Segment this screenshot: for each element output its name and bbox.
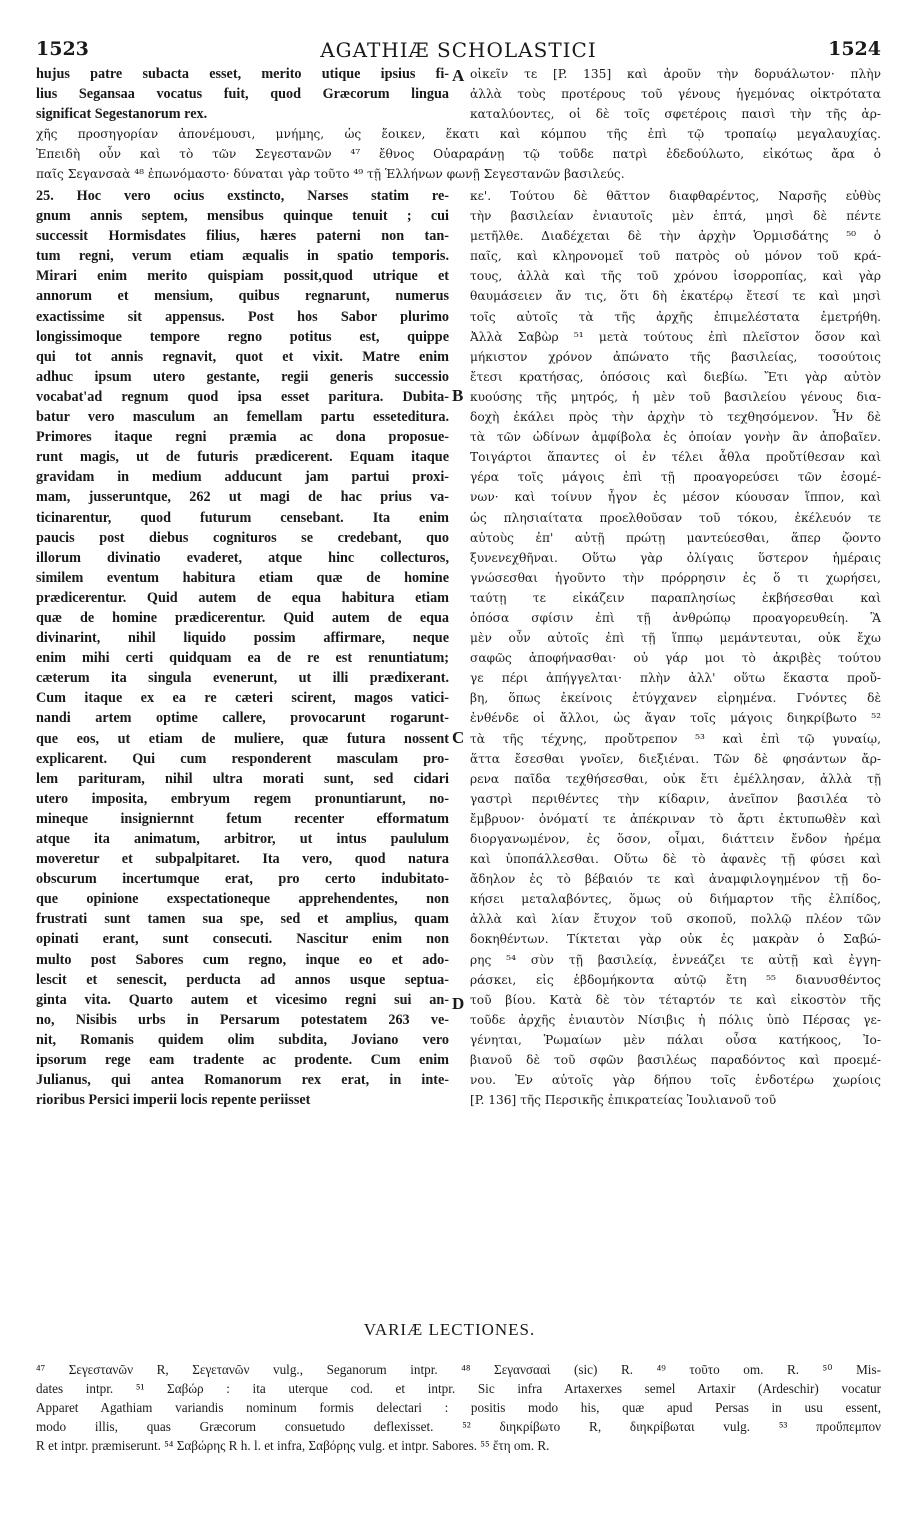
greek-line: κε'. Τούτου δὲ θᾶττον διαφθαρέντος, Ναρσῆς εὐθὺς: [470, 189, 881, 203]
greek-span-line: Ἐπειδὴ οὖν καὶ τὸ τῶν Σεγεστανῶν ⁴⁷ ἔθνος Οὐαραράνῃ τῷ τοῦδε πατρὶ ἐδεδούλωτο, εἰκότως ἄρα ὁ: [36, 147, 881, 162]
greek-main-column: [470, 186, 881, 1110]
greek-line: γένηται, Ῥωμαίων μὲν πάλαι οὖσα κατήκοος, Ἰο-: [470, 1032, 881, 1047]
latin-line: adhuc ipsum utero gestante, regii generis successio: [36, 368, 449, 385]
greek-line: γαστρὶ περιθέντες τὴν κίδαριν, ἀνεῖπον βασιλέα τὸ: [470, 791, 881, 806]
greek-line: αὐτοὺς ἐπ' αὐτῇ πρώτῃ μαντεύεσθαι, ἅπερ ᾤοντο: [470, 530, 881, 545]
latin-line: similem eventum habitura etiam quæ de homine: [36, 569, 449, 586]
greek-line: ἔμβρυον· ὀνόματί τε ἀπέκριναν τὸ ἄρτι ἐκτυπωθὲν καὶ: [470, 811, 881, 826]
latin-line: cæterum ita singula evenerunt, ut illi prædixerant.: [36, 670, 449, 687]
greek-line: οἰκεῖν τε [P. 135] καὶ ἀροῦν τὴν δορυάλωτον· πλὴν: [470, 67, 881, 81]
latin-line: que eos, ut etiam de muliere, quæ futura nossent: [36, 730, 449, 747]
greek-line: ἐνθένδε οἱ ἄλλοι, ὡς ἄγαν τοῖς μάγοις διηκρίβωτο ⁵²: [470, 711, 881, 726]
latin-line: moveretur et subpalpitaret. Ita vero, quod natura: [36, 851, 449, 868]
latin-line: atque ita animatum, arbitror, ut intus paululum: [36, 831, 449, 847]
latin-line: illorum divinatio evaderet, atque hinc collecturos,: [36, 549, 449, 566]
latin-line: utero imposita, embryum regem pronuntiarunt, no-: [36, 790, 449, 807]
greek-line: ράσκει, εἰς ἑβδομήκοντα αὐτῷ ἔτη ⁵⁵ διανυσθέντος: [470, 972, 881, 987]
greek-line: ὁπόσα σφίσιν ἐπὶ τῇ ἀνθρώπῳ προαγορευθείη. Ἃ: [470, 610, 881, 625]
greek-span-line: χῆς προσηγορίαν ἀπονέμουσι, μνήμης, ὡς ἔοικεν, ἕκατι καὶ κόμπου τῆς ἐπὶ τῷ τροπαίῳ μεγαλαυχίας.: [36, 127, 881, 141]
latin-line: prædicerentur. Quid autem de equa habitura etiam: [36, 589, 449, 606]
greek-line: καὶ ὑποπάλλεσθαι. Οὕτω δὲ τὸ ἀφανὲς τῇ φύσει καὶ: [470, 852, 881, 867]
latin-line: obscurum incertumque erat, pro certo indubitato-: [36, 871, 449, 888]
greek-line: [P. 136] τῆς Περσικῆς ἐπικρατείας Ἰουλιανοῦ τοῦ: [470, 1093, 777, 1108]
greek-line: βιανοῦ δὲ τοῦ σφῶν βασιλέως παραδόντος καὶ προεμέ-: [470, 1053, 881, 1068]
latin-line: Mirari enim merito quispiam possit,quod utrique et: [36, 268, 449, 285]
latin-line: Primores itaque regni præmia ac dona proposue-: [36, 429, 449, 446]
latin-line: gnum annis septem, mensibus quinque tenuit ; cui: [36, 208, 449, 225]
latin-line: vocabat'ad regnum quod ipsa esset paritura. Dubita-: [36, 388, 449, 405]
page-number-left: 1523: [36, 38, 89, 60]
greek-line: τοῖς αὐτοῖς τὰ τῆς ἀρχῆς ἐπιμελέστατα ἐμετρήθη.: [470, 309, 881, 324]
latin-line: divinarint, nihil liquido possim affirmare, neque: [36, 630, 449, 647]
latin-line: lem parituram, nihil ultra morati sunt, sed cidari: [36, 770, 449, 787]
latin-line: Cum itaque ex ea re cæteri scirent, magos vatici-: [36, 690, 449, 707]
greek-line: δοκηθέντων. Τίκτεται γὰρ οὐκ ἐς μακρὰν ὁ Σαβώ-: [470, 932, 881, 947]
greek-line: δοχὴ ἐκάλει πρὸς τὴν ἀρχὴν τὸ τεχθησόμενον. Ἦν δὲ: [470, 410, 881, 425]
latin-line: explicarent. Qui cum responderent masculam pro-: [36, 750, 449, 767]
greek-top-block: [470, 64, 881, 124]
latin-top-block: [36, 64, 449, 124]
margin-marker-a: A: [452, 66, 465, 85]
greek-line: ρης ⁵⁴ σὺν τῇ βασιλείᾳ, ἐννεάζει τε αὐτῇ καὶ ἐγγη-: [470, 952, 881, 967]
greek-line: τὴν βασιλείαν ἐνιαυτοῖς μὲν ἑπτά, μησὶ δὲ πέντε: [470, 209, 881, 224]
latin-line: significat Segestanorum rex.: [36, 106, 208, 123]
greek-line: ταύτῃ τε εἰκάζειν παραπλησίως ἐκβήσεσθαι καὶ: [470, 590, 881, 605]
greek-line: διοργανωμένον, ἐς ὅσον, οἶμαι, διάττειν ἔνδον ἠρέμα: [470, 832, 881, 846]
latin-line: nandi artem optime callere, provocarunt rogarunt-: [36, 710, 449, 727]
latin-line: 25. Hoc vero ocius exstincto, Narses statim re-: [36, 188, 449, 204]
greek-line: ἀλλὰ καὶ λίαν ἔτυχον τοῦ σκοποῦ, πολλῷ πλέον τῶν: [470, 912, 881, 927]
greek-line: ἅττα ἔσεσθαι γνοῖεν, διεξιέναι. Τῶν δὲ φησάντων ἄρ-: [470, 751, 881, 766]
latin-line: nit, Romanis quidem olim subdita, Joviano vero: [36, 1031, 449, 1048]
footnote-line: ⁴⁷ Σεγεστανῶν R, Σεγετανῶν vulg., Seganorum intpr. ⁴⁸ Σεγανσααὶ (sic) R. ⁴⁹ τοῦτο om. R. ⁵⁰ Mis-: [36, 1362, 881, 1377]
margin-marker-d: D: [452, 994, 465, 1013]
latin-line: ginta vita. Quarto autem et vicesimo regni sui an-: [36, 991, 449, 1008]
greek-line: ὡς πλησιαίτατα προελθοῦσαν τοῦ τόκου, ἐκέλευόν τε: [470, 510, 881, 525]
greek-line: ἄδηλον ἐς τὸ βέβαιόν τε καὶ ἀναμφιλογημένον τῇ δο-: [470, 872, 881, 887]
latin-line: Julianus, qui antea Romanorum rex erat, in inte-: [36, 1072, 449, 1089]
latin-line: ticinarentur, quod futurum censebant. Ita enim: [36, 509, 449, 526]
greek-line: νων· καὶ τοίνυν ἦγον ἐς μέσον κύουσαν ἵππον, καὶ: [470, 490, 881, 505]
latin-line: paucis post diebus cogn​ituros se credebant, quo: [36, 529, 449, 546]
footnotes: [36, 1360, 881, 1455]
latin-line: qui tot annis regnavit, quot et vixit. Matre enim: [36, 348, 449, 365]
greek-line: τὰ τῆς τέχνης, προὔτρεπον ⁵³ καὶ ἐπὶ τῷ γυναίῳ,: [470, 731, 881, 746]
latin-line: enim mihi certi quidquam ea de re est renuntiatum;: [36, 650, 449, 667]
latin-line: lius Segansaa vocatus fuit, quod Græcorum lingua: [36, 86, 449, 103]
latin-line: mineque insigniernnt fetum recenter efformatum: [36, 810, 449, 827]
greek-line: Ἀλλὰ Σαβὼρ ⁵¹ μετὰ τούτους ἐπὶ πλεῖστον ὅσον καὶ: [470, 329, 881, 344]
latin-line: rioribus Persici imperii locis repente periisset: [36, 1092, 311, 1109]
greek-line: ρενα παῖδα τεχθήσεσθαι, οὐκ ἔτι ἐμέλλησαν, ἀλλὰ τῇ: [470, 771, 881, 786]
greek-line: βη, ὅπως ἐκείνοις ἐτύγχανεν εἰρημένα. Γνόντες δὲ: [470, 691, 881, 706]
latin-line: no, Nisibis urbs in Persarum potestatem 263 ve-: [36, 1011, 449, 1028]
variae-lectiones-title: VARIÆ LECTIONES.: [363, 1320, 536, 1339]
greek-line: σαφῶς ἀποφήνασθαι· οὐ γάρ μοι τὸ ἀκριβὲς τούτου: [470, 651, 881, 666]
footnote-line: R et intpr. præmiserunt. ⁵⁴ Σαβώρης R h. l. et infra, Σαβόρης vulg. et intpr. Sabores. ⁵⁵ ἔτη om. R.: [36, 1438, 550, 1453]
latin-line: exactissime sit appensus. Post hos Sabor plurimo: [36, 308, 449, 325]
latin-line: longissimoque tempore regno potitus est, quippe: [36, 328, 449, 345]
latin-line: que opinione exspectationeque apprehendentes, non: [36, 891, 449, 908]
latin-line: opinati erant, sunt consecuti. Nascitur enim non: [36, 931, 449, 948]
greek-line: μὲν οὖν αὐτοῖς ἐπὶ τῇ ἵππῳ μεμάντευται, οὐκ ἔχω: [470, 631, 881, 646]
greek-line: ἔτεσι κρατήσας, ὁπόσοις καὶ διεβίω. Ἔτι γὰρ αὐτὸν: [470, 369, 881, 384]
greek-line: τοῦδε ἀρχῆς ἐνιαυτὸν Νίσιβις ἡ πόλις ὑπὸ Πέρσας γε-: [470, 1012, 881, 1027]
latin-line: mam, jusseruntque, 262 ut magi de hac prius va-: [36, 489, 449, 506]
greek-line: γε πέρι ἀπήγγελται· πλὴν ἀλλ' οὕτω ἕκαστα προὔ-: [470, 671, 881, 686]
greek-line: Τοιγάρτοι ἅπαντες οἱ ἐν τέλει ἆθλα προὔτίθεσαν καὶ: [470, 450, 881, 465]
greek-line: μήκιστον χρόνον ἀπώνατο τῆς βασιλείας, τοσούτοις: [470, 349, 881, 364]
latin-line: annorum et mensium, quibus regnarunt, numerus: [36, 288, 449, 305]
latin-line: successit Hormisdates filius, hæres paterni non tan-: [36, 228, 449, 245]
greek-span-line: παῖς Σεγανσαὰ ⁴⁸ ἐπωνόμαστο· δύναται γὰρ τοῦτο ⁴⁹ τῇ Ἑλλήνων φωνῇ Σεγεστανῶν βασιλεύς.: [36, 167, 625, 182]
greek-line: παῖς, καὶ κληρονομεῖ τοῦ πατρὸς οὐ μόνον τοῦ κρά-: [470, 249, 881, 264]
latin-line: quæ de homine prædicerentur. Quid autem de equa: [36, 609, 449, 626]
greek-line: τὰ τῶν ὠδίνων ἀμφίβολα ἐς ὁποίαν γονὴν ἂν ἀποβαῖεν.: [470, 430, 881, 445]
greek-line: γέρα τοῖς μάγοις ἐπὶ τῇ προαγορεύσει τῶν ἐσομέ-: [470, 470, 881, 485]
latin-line: gravidam in medium adducunt jam partui proxi-: [36, 469, 449, 486]
latin-line: hujus patre subacta esset, merito utique ipsius fi-: [36, 66, 449, 82]
greek-line: ἀλλὰ τοὺς προτέρους τοῦ γένους ἡγεμόνας οἰκτρότατα: [470, 87, 881, 102]
greek-line: καταλύοντες, οἱ δὲ τοῖς σφετέροις παισὶ τὴν τῆς ἀρ-: [470, 107, 881, 122]
latin-line: tum regni, verum etiam æqualis in spatio temporis.: [36, 248, 449, 265]
latin-main-column: [36, 186, 449, 1110]
greek-line: ξυνενεχθῆναι. Οὕτω γὰρ ὀλίγαις ὕστερον ἡμέραις: [470, 550, 881, 565]
greek-line: θαυμάσειεν ἄν τις, ὅτι δὴ ἑκατέρῳ ἔτεσί τε καὶ μησὶ: [470, 289, 881, 304]
greek-line: τους, ἀλλὰ καὶ τῆς τοῦ χρόνου ἰσορροπίας, καὶ γὰρ: [470, 269, 881, 284]
page-number-right: 1524: [828, 38, 881, 60]
latin-line: runt magis, ut de futuris prædicerent. Equam itaque: [36, 449, 449, 466]
latin-line: frustrati sunt tamen sua spe, sed et amplius, quam: [36, 911, 449, 928]
footnote-line: modo illis, quas Græcorum consuetudo deflexisset. ⁵² διηκρίβωτο R, διηκρίβωται vulg. ⁵³ προὔπεμπον: [36, 1419, 881, 1434]
greek-line: κήσει μεταλαβόντες, ὅμως οὐ διήμαρτον τῆς ἐλπίδος,: [470, 892, 881, 907]
margin-marker-c: C: [452, 728, 465, 747]
latin-line: ipsorum rege eam tradente ac prodente. Cum enim: [36, 1052, 449, 1069]
footnote-line: dates intpr. ⁵¹ Σαβώρ : ita uterque cod. et intpr. Sic infra Artaxerxes semel Artaxir (Ardeschir) vocatur: [36, 1381, 881, 1396]
running-title: AGATHIÆ SCHOLASTICI: [320, 38, 597, 62]
greek-line: νου. Ἐν αὐτοῖς γὰρ δήπου τοῖς ἐνδοτέρω χωρίοις: [470, 1073, 881, 1088]
footnote-line: Apparet Agathiam variandis nominum formis delectari : positis modo his, quæ apud Persas in usu essent,: [36, 1400, 881, 1415]
greek-line: γνώσεσθαι ἡγοῦντο τὴν πρόρρησιν ἐς ὅ τι χωρήσει,: [470, 570, 881, 585]
greek-line: μετῆλθε. Διαδέχεται δὲ τὴν ἀρχὴν Ὁρμισδάτης ⁵⁰ ὁ: [470, 229, 881, 244]
greek-line: κυούσης τῆς μητρός, ἡ μὲν τοῦ βασιλείου γένους δια-: [470, 389, 881, 404]
latin-line: multo post Sabores cum regno, inque eo et ado-: [36, 951, 449, 968]
margin-marker-b: B: [452, 386, 464, 405]
latin-line: lescit et senescit, perducta ad annos usque septua-: [36, 971, 449, 988]
greek-span-block: [36, 124, 881, 184]
greek-line: τοῦ βίου. Κατὰ δὲ τὸν τέταρτόν τε καὶ εἰκοστὸν τῆς: [470, 992, 881, 1007]
latin-line: batur vero masculum an femellam partu esseteditura.: [36, 409, 449, 426]
